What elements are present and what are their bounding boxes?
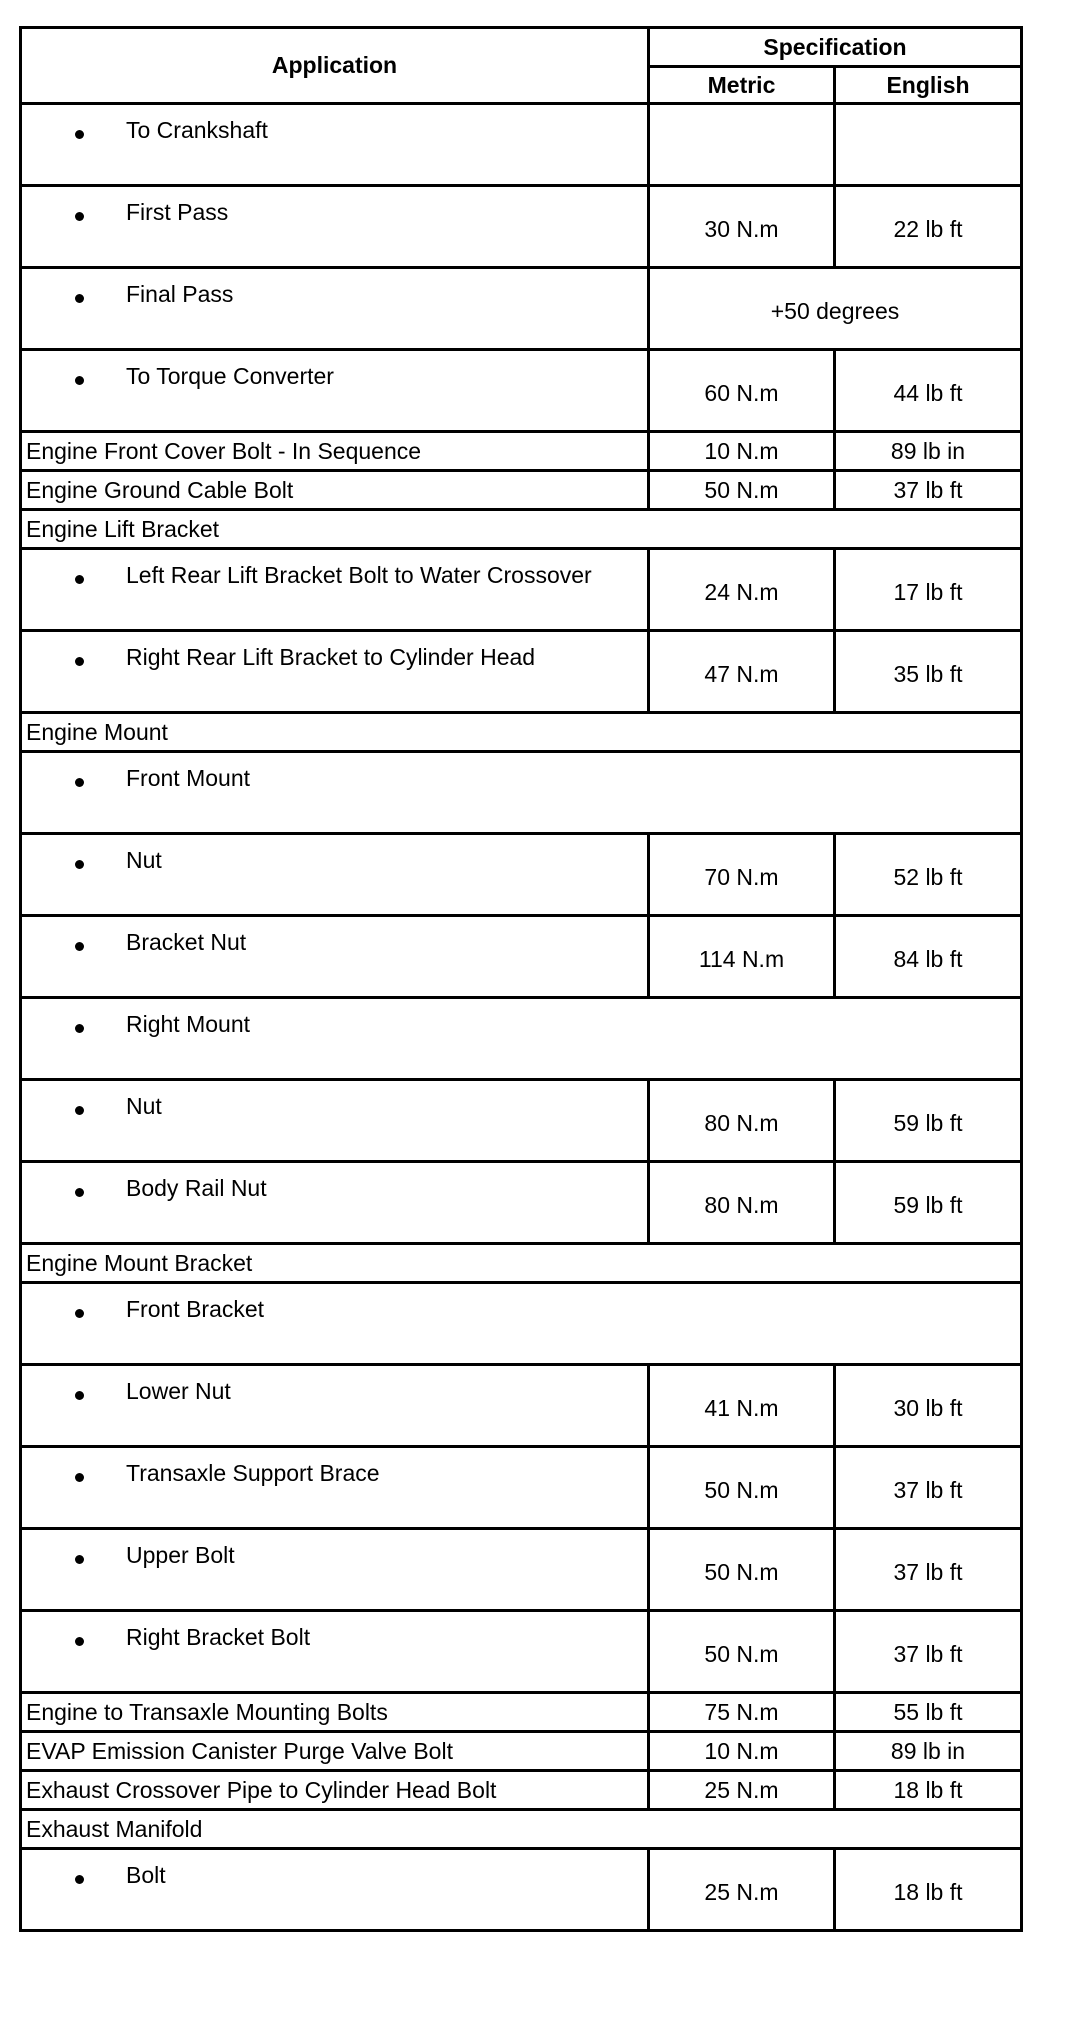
application-label: Upper Bolt [126,1542,235,1568]
table-row [21,1447,1022,1529]
application-cell [21,549,649,631]
metric-value-cell: 25 N.m [649,1849,835,1931]
table-row [21,1771,1022,1810]
application-label: Final Pass [126,281,234,307]
table-row [21,834,1022,916]
metric-value-cell: 50 N.m [649,471,835,510]
english-value-cell [835,104,1022,186]
metric-value-cell: 70 N.m [649,834,835,916]
bullet-icon [75,1106,84,1115]
application-cell [21,998,1022,1080]
english-value-cell: 22 lb ft [835,186,1022,268]
bullet-icon [75,1473,84,1482]
application-cell [21,1365,649,1447]
application-label: Bolt [126,1862,166,1888]
application-label: Front Bracket [126,1296,265,1322]
bullet-icon [75,1024,84,1033]
metric-value-cell: 50 N.m [649,1611,835,1693]
bullet-icon [75,130,84,139]
application-cell [21,1162,649,1244]
bullet-icon [75,1188,84,1197]
table-row [21,1283,1022,1365]
english-value-cell: 84 lb ft [835,916,1022,998]
english-value-cell: 37 lb ft [835,1529,1022,1611]
specification-header: Specification [649,28,1022,67]
application-cell: Engine Mount [21,713,1022,752]
table-row [21,916,1022,998]
application-label: Bracket Nut [126,929,247,955]
metric-value-cell: 75 N.m [649,1693,835,1732]
application-cell [21,1849,649,1931]
english-value-cell: 44 lb ft [835,350,1022,432]
english-header: English [835,67,1022,104]
application-cell: Exhaust Manifold [21,1810,1022,1849]
application-cell [21,916,649,998]
metric-value-cell: 114 N.m [649,916,835,998]
metric-value-cell: 60 N.m [649,350,835,432]
english-value-cell: 37 lb ft [835,1447,1022,1529]
table-row [21,713,1022,752]
application-cell [21,1611,649,1693]
spec-table-body [21,104,1022,1931]
application-cell [21,1447,649,1529]
application-label: Body Rail Nut [126,1175,267,1201]
application-cell [21,350,649,432]
bullet-icon [75,1875,84,1884]
bullet-icon [75,657,84,666]
application-label: To Torque Converter [126,363,334,389]
table-row [21,752,1022,834]
table-row [21,471,1022,510]
application-header: Application [21,28,649,104]
application-label: Front Mount [126,765,250,791]
table-row [21,1162,1022,1244]
table-row [21,1529,1022,1611]
metric-value-cell: 80 N.m [649,1162,835,1244]
application-cell [21,186,649,268]
table-row [21,1693,1022,1732]
bullet-icon [75,1391,84,1400]
english-value-cell: 35 lb ft [835,631,1022,713]
table-row [21,186,1022,268]
table-row [21,1849,1022,1931]
metric-value-cell: 50 N.m [649,1529,835,1611]
application-label: Left Rear Lift Bracket Bolt to Water Crossover [126,562,592,588]
table-row [21,432,1022,471]
bullet-icon [75,376,84,385]
metric-value-cell: 30 N.m [649,186,835,268]
application-label: Transaxle Support Brace [126,1460,380,1486]
metric-value-cell: 24 N.m [649,549,835,631]
application-cell: Exhaust Crossover Pipe to Cylinder Head Bolt [21,1771,649,1810]
bullet-icon [75,1637,84,1646]
english-value-cell: 18 lb ft [835,1771,1022,1810]
table-row [21,268,1022,350]
english-value-cell: 18 lb ft [835,1849,1022,1931]
english-value-cell: 55 lb ft [835,1693,1022,1732]
application-cell: Engine Ground Cable Bolt [21,471,649,510]
english-value-cell: 37 lb ft [835,1611,1022,1693]
english-value-cell: 59 lb ft [835,1162,1022,1244]
bullet-icon [75,294,84,303]
metric-header: Metric [649,67,835,104]
application-label: Nut [126,1093,162,1119]
application-cell: EVAP Emission Canister Purge Valve Bolt [21,1732,649,1771]
torque-spec-table [19,26,1023,1932]
bullet-icon [75,212,84,221]
application-cell [21,752,1022,834]
table-row [21,631,1022,713]
english-value-cell: 89 lb in [835,1732,1022,1771]
english-value-cell: 59 lb ft [835,1080,1022,1162]
application-cell: Engine Mount Bracket [21,1244,1022,1283]
application-cell: Engine Front Cover Bolt - In Sequence [21,432,649,471]
application-label: To Crankshaft [126,117,268,143]
table-row [21,549,1022,631]
table-row [21,1732,1022,1771]
english-value-cell: 52 lb ft [835,834,1022,916]
table-row [21,104,1022,186]
english-value-cell: 17 lb ft [835,549,1022,631]
application-cell [21,104,649,186]
table-row [21,1244,1022,1283]
bullet-icon [75,942,84,951]
metric-value-cell: 25 N.m [649,1771,835,1810]
application-cell [21,1529,649,1611]
metric-value-cell: 10 N.m [649,1732,835,1771]
metric-value-cell [649,104,835,186]
application-label: Right Mount [126,1011,251,1037]
metric-value-cell: 47 N.m [649,631,835,713]
english-value-cell: 89 lb in [835,432,1022,471]
application-cell: Engine Lift Bracket [21,510,1022,549]
application-label: Right Rear Lift Bracket to Cylinder Head [126,644,536,670]
application-cell [21,834,649,916]
table-row [21,510,1022,549]
application-cell [21,1080,649,1162]
bullet-icon [75,860,84,869]
table-row [21,1365,1022,1447]
application-label: Right Bracket Bolt [126,1624,311,1650]
metric-value-cell: 80 N.m [649,1080,835,1162]
spec-value-cell: +50 degrees [649,268,1022,350]
metric-value-cell: 50 N.m [649,1447,835,1529]
metric-value-cell: 10 N.m [649,432,835,471]
bullet-icon [75,1555,84,1564]
english-value-cell: 37 lb ft [835,471,1022,510]
table-row [21,1080,1022,1162]
application-label: First Pass [126,199,229,225]
english-value-cell: 30 lb ft [835,1365,1022,1447]
application-cell [21,631,649,713]
bullet-icon [75,1309,84,1318]
bullet-icon [75,575,84,584]
application-label: Nut [126,847,162,873]
bullet-icon [75,778,84,787]
application-label: Lower Nut [126,1378,231,1404]
application-cell [21,268,649,350]
table-row [21,1810,1022,1849]
table-row [21,350,1022,432]
application-cell [21,1283,1022,1365]
application-cell: Engine to Transaxle Mounting Bolts [21,1693,649,1732]
table-row [21,998,1022,1080]
table-row [21,1611,1022,1693]
metric-value-cell: 41 N.m [649,1365,835,1447]
